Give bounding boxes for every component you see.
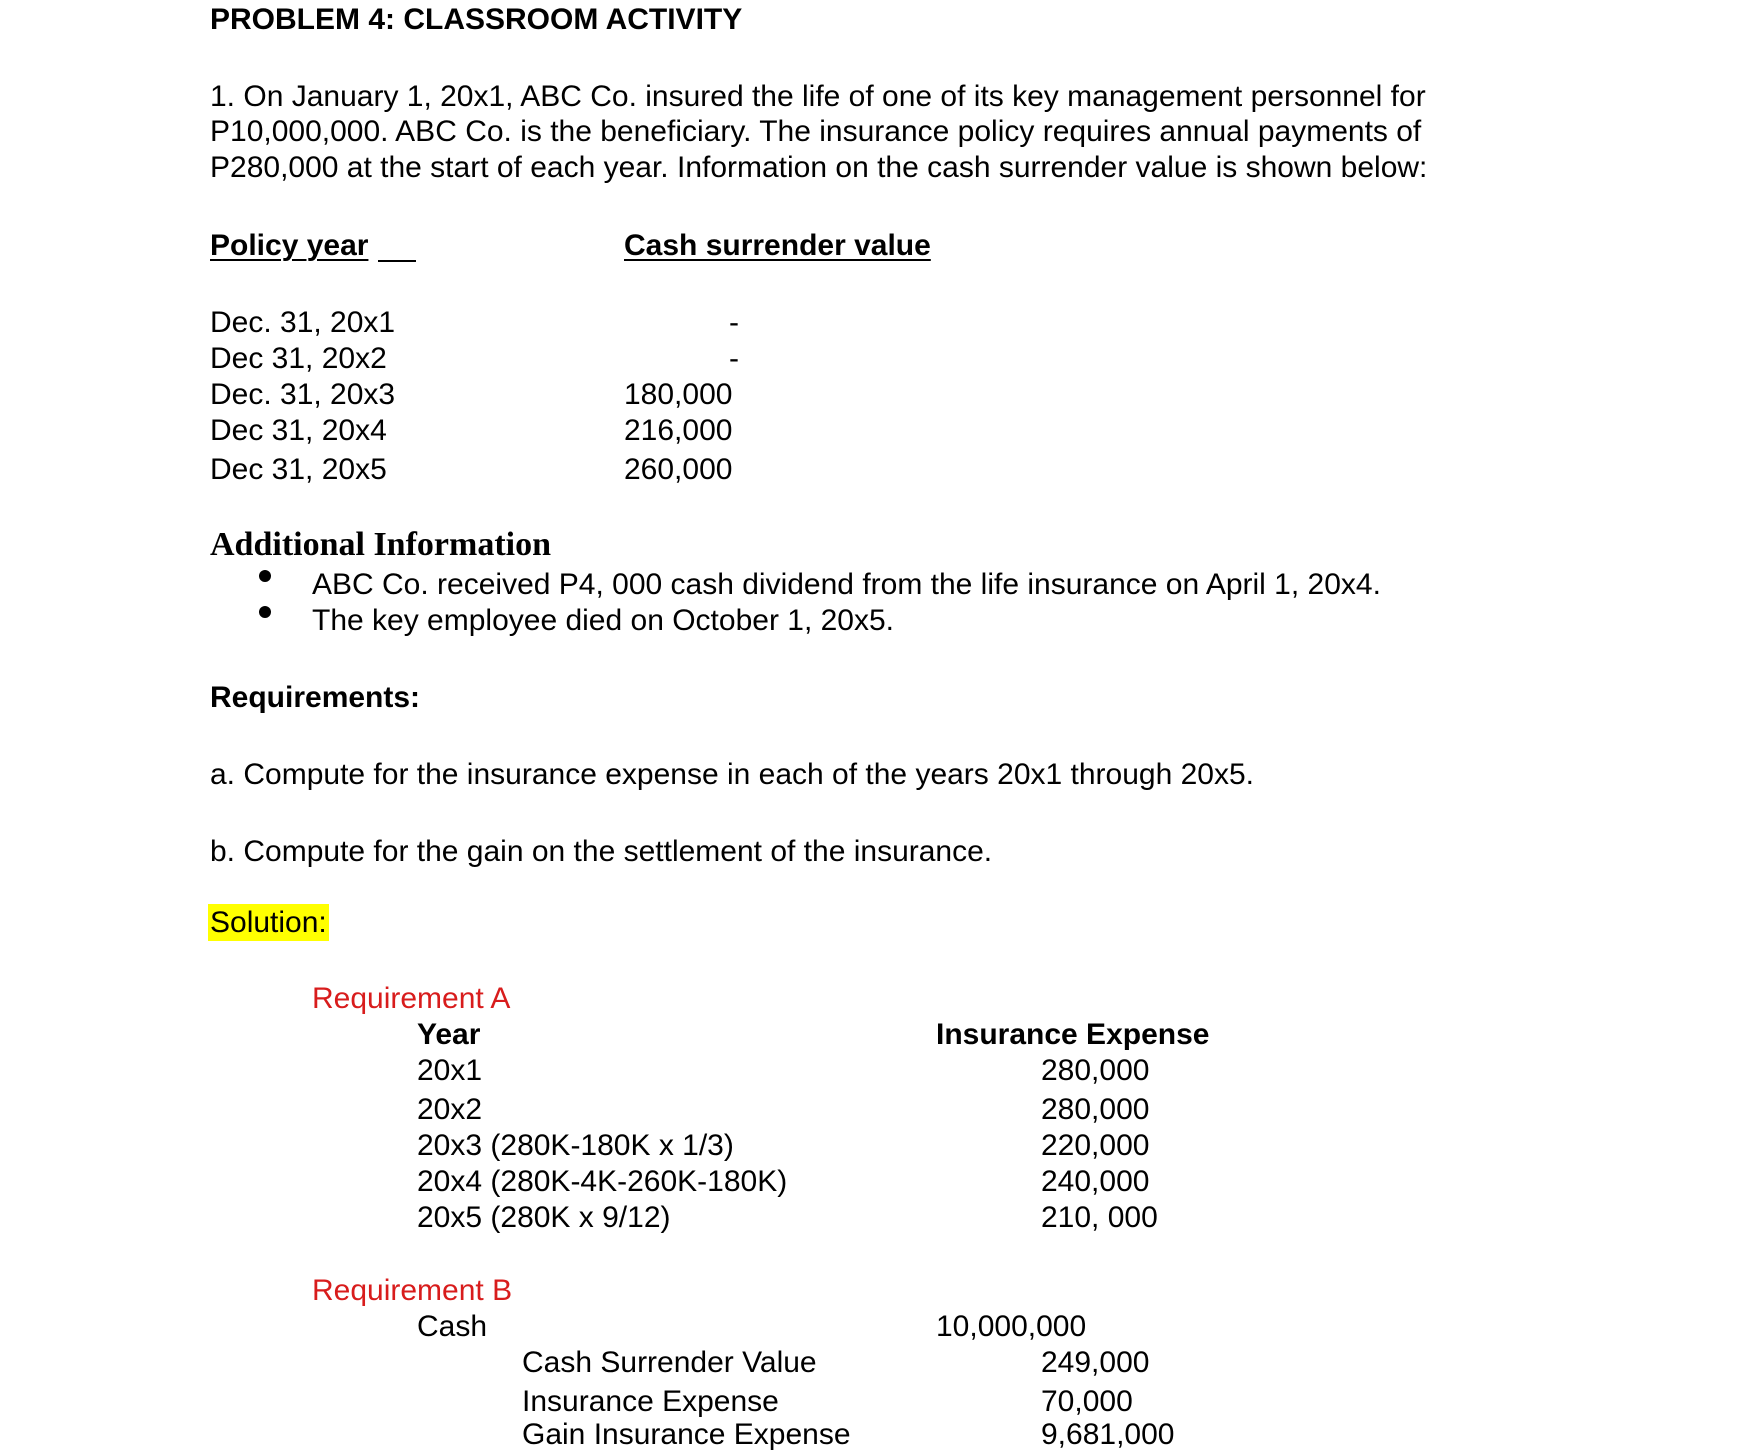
policy-year-header: Policy year xyxy=(210,229,369,262)
expense-value-1: 280,000 xyxy=(1041,1054,1150,1087)
journal-account-csv: Cash Surrender Value xyxy=(522,1346,817,1379)
csv-value-5: 260,000 xyxy=(624,453,733,486)
expense-year-2: 20x2 xyxy=(417,1093,483,1126)
solution-label xyxy=(208,908,329,938)
journal-account-insurance-expense: Insurance Expense xyxy=(522,1385,779,1418)
problem-line-3: P280,000 at the start of each year. Information on the cash surrender value is shown below: xyxy=(210,151,1428,184)
policy-year-4: Dec 31, 20x4 xyxy=(210,414,387,447)
requirement-a: a. Compute for the insurance expense in each of the years 20x1 through 20x5. xyxy=(210,758,1254,791)
csv-value-1: - xyxy=(729,306,739,339)
policy-year-3: Dec. 31, 20x3 xyxy=(210,378,396,411)
journal-credit-csv: 249,000 xyxy=(1041,1346,1150,1379)
bullet-icon xyxy=(259,570,271,582)
problem-line-2: P10,000,000. ABC Co. is the beneficiary. The insurance policy requires annual payments of xyxy=(210,115,1422,148)
requirement-b-title: Requirement B xyxy=(312,1274,513,1307)
policy-year-5: Dec 31, 20x5 xyxy=(210,453,387,486)
policy-year-2: Dec 31, 20x2 xyxy=(210,342,387,375)
journal-account-cash: Cash xyxy=(417,1310,488,1343)
csv-value-4: 216,000 xyxy=(624,414,733,447)
solution-label-text: Solution: xyxy=(210,906,327,939)
journal-debit-cash: 10,000,000 xyxy=(936,1310,1087,1343)
expense-year-4: 20x4 (280K-4K-260K-180K) xyxy=(417,1165,788,1198)
year-header: Year xyxy=(417,1018,481,1051)
expense-value-3: 220,000 xyxy=(1041,1129,1150,1162)
expense-year-5: 20x5 (280K x 9/12) xyxy=(417,1201,671,1234)
bullet-icon xyxy=(259,606,271,618)
expense-value-5: 210, 000 xyxy=(1041,1201,1158,1234)
additional-item-2: The key employee died on October 1, 20x5. xyxy=(312,604,895,637)
additional-item-1: ABC Co. received P4, 000 cash dividend from the life insurance on April 1, 20x4. xyxy=(312,568,1381,601)
page-title: PROBLEM 4: CLASSROOM ACTIVITY xyxy=(210,3,743,36)
policy-year-underline-tail xyxy=(378,260,416,262)
expense-year-3: 20x3 (280K-180K x 1/3) xyxy=(417,1129,734,1162)
policy-year-1: Dec. 31, 20x1 xyxy=(210,306,396,339)
expense-value-4: 240,000 xyxy=(1041,1165,1150,1198)
journal-credit-gain: 9,681,000 xyxy=(1041,1418,1175,1451)
requirements-heading: Requirements: xyxy=(210,681,421,714)
problem-line-1: 1. On January 1, 20x1, ABC Co. insured the life of one of its key management personnel for xyxy=(210,80,1426,113)
cash-surrender-value-header: Cash surrender value xyxy=(624,229,931,262)
requirement-b: b. Compute for the gain on the settlement of the insurance. xyxy=(210,835,993,868)
journal-credit-insurance-expense: 70,000 xyxy=(1041,1385,1133,1418)
expense-year-1: 20x1 xyxy=(417,1054,483,1087)
journal-account-gain: Gain Insurance Expense xyxy=(522,1418,851,1451)
insurance-expense-header: Insurance Expense xyxy=(936,1018,1210,1051)
csv-value-2: - xyxy=(729,342,739,375)
csv-value-3: 180,000 xyxy=(624,378,733,411)
expense-value-2: 280,000 xyxy=(1041,1093,1150,1126)
requirement-a-title: Requirement A xyxy=(312,982,511,1015)
additional-info-heading: Additional Information xyxy=(210,526,551,563)
